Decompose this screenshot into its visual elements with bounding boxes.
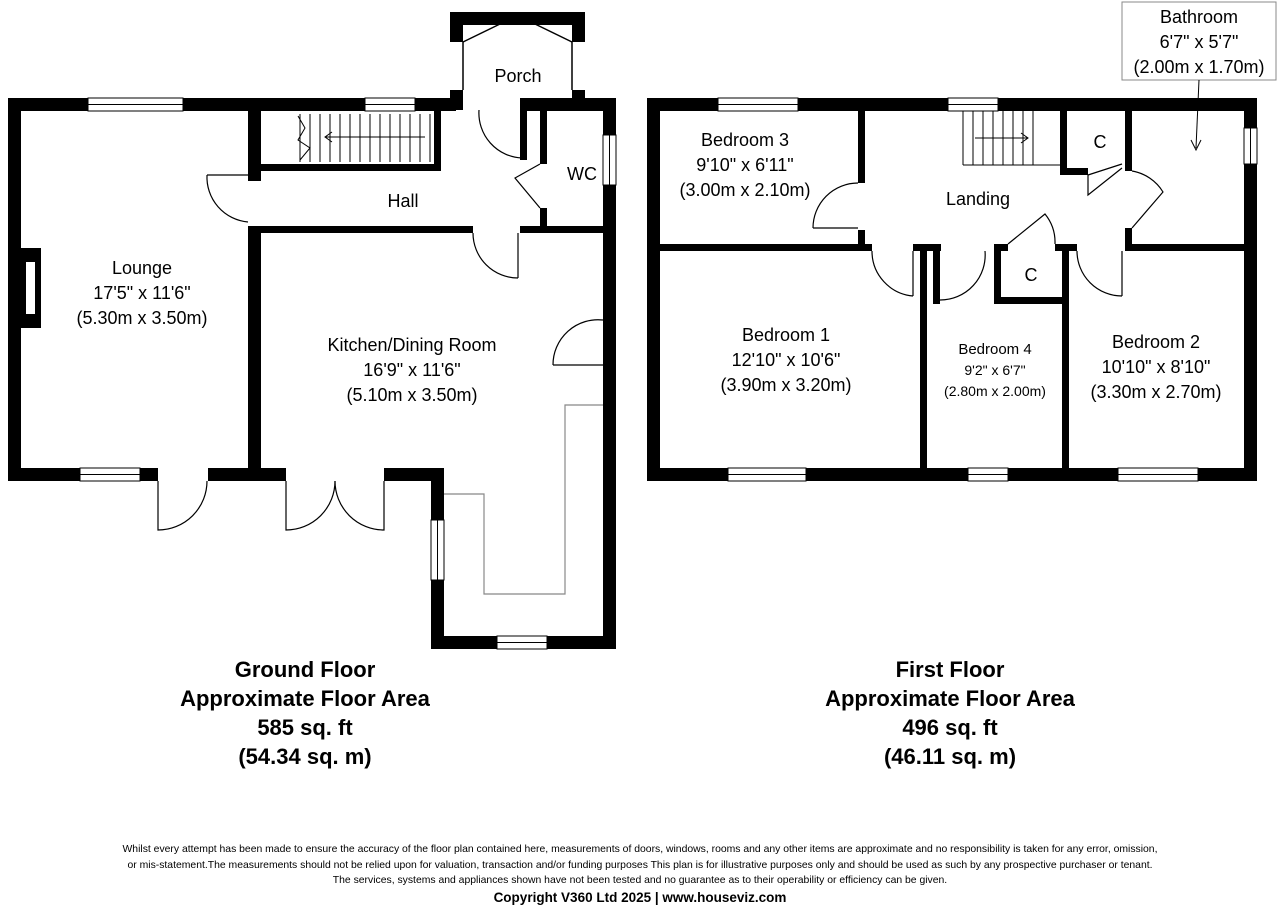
bathroom-imperial: 6'7" x 5'7" — [1159, 32, 1239, 52]
kitchen-counter — [444, 405, 603, 594]
wc-name: WC — [567, 164, 597, 184]
landing-name: Landing — [945, 189, 1011, 209]
bedroom1-metric: (3.90m x 3.20m) — [720, 375, 852, 395]
interior-wall — [434, 111, 441, 171]
interior-wall — [858, 111, 865, 183]
bedroom3-metric: (3.00m x 2.10m) — [679, 180, 811, 200]
bedroom2-metric: (3.30m x 2.70m) — [1090, 382, 1222, 402]
kitchen-imperial: 16'9" x 11'6" — [363, 360, 461, 380]
fireplace-hearth — [26, 262, 35, 314]
porch-wall — [450, 12, 463, 42]
ff-wall — [647, 98, 660, 481]
bedroom4-metric: (2.80m x 2.00m) — [944, 383, 1046, 399]
interior-wall — [1060, 168, 1088, 175]
bedroom2-name: Bedroom 2 — [1111, 332, 1201, 352]
bedroom1-imperial: 12'10" x 10'6" — [731, 350, 841, 370]
bedroom2-imperial: 10'10" x 8'10" — [1101, 357, 1211, 377]
ground-floor-summary — [95, 655, 515, 771]
porch-name: Porch — [494, 66, 542, 86]
interior-wall — [994, 244, 1001, 304]
ground-floor-plan — [8, 12, 616, 649]
bedroom3-name: Bedroom 3 — [700, 130, 790, 150]
first-floor-sqft: 496 sq. ft — [902, 715, 998, 740]
interior-wall — [660, 244, 872, 251]
staircase — [963, 111, 1060, 165]
ground-floor-title: Ground Floor — [234, 657, 376, 682]
cupboard2-name: C — [1024, 265, 1038, 285]
bathroom-callout-arrow — [1196, 80, 1199, 148]
first-floor-summary — [740, 655, 1160, 771]
gf-wall — [208, 468, 286, 481]
ground-floor-sqft: 585 sq. ft — [257, 715, 353, 740]
ground-floor-subtitle: Approximate Floor Area — [180, 686, 430, 711]
lounge-imperial: 17'5" x 11'6" — [93, 283, 191, 303]
interior-wall — [261, 226, 473, 233]
lounge-metric: (5.30m x 3.50m) — [76, 308, 208, 328]
first-floor-title: First Floor — [895, 657, 1005, 682]
interior-wall — [520, 226, 603, 233]
interior-wall — [1060, 111, 1067, 175]
first-floor-subtitle: Approximate Floor Area — [825, 686, 1075, 711]
disclaimer-line: Whilst every attempt has been made to ensure the accuracy of the floor plan contained here, measurements of doors, windows, rooms and any other items are approximate and no responsibility is taken for any error, omission, — [122, 844, 1158, 855]
copyright: Copyright V360 Ltd 2025 | www.houseviz.com — [493, 889, 787, 905]
interior-wall — [248, 111, 261, 181]
doors — [158, 110, 603, 530]
hall-name: Hall — [387, 191, 419, 211]
porch-door-leaf — [535, 24, 572, 42]
interior-wall — [1125, 244, 1244, 251]
porch-door-leaf — [463, 24, 500, 42]
porch-wall — [572, 12, 585, 42]
kitchen-name: Kitchen/Dining Room — [327, 335, 497, 355]
interior-wall — [933, 244, 940, 304]
bedroom4-name: Bedroom 4 — [958, 341, 1032, 358]
interior-wall — [520, 104, 527, 160]
interior-wall — [540, 208, 547, 233]
porch-wall — [572, 90, 585, 110]
porch-wall — [450, 90, 463, 110]
disclaimer-line: or mis-statement.The measurements should not be relied upon for valuation, transaction and/or funding purposes This plan is for illustrative purposes only and should be used as such by any prospective purchaser or tenant. — [127, 859, 1153, 871]
doors — [813, 164, 1163, 300]
kitchen-metric: (5.10m x 3.50m) — [346, 385, 478, 405]
interior-wall — [1125, 111, 1132, 171]
interior-wall — [920, 244, 927, 468]
interior-wall — [1125, 228, 1132, 251]
bathroom-name: Bathroom — [1159, 7, 1239, 27]
interior-wall — [540, 104, 547, 164]
gf-wall — [8, 98, 21, 481]
interior-wall — [994, 297, 1062, 304]
bathroom-metric: (2.00m x 1.70m) — [1133, 57, 1265, 77]
first-floor-sqm: (46.11 sq. m) — [883, 744, 1017, 769]
disclaimer — [20, 842, 1260, 905]
interior-wall — [248, 226, 261, 481]
staircase — [298, 114, 430, 162]
cupboard1-name: C — [1093, 132, 1107, 152]
interior-wall — [1062, 244, 1069, 468]
bedroom1-name: Bedroom 1 — [741, 325, 831, 345]
ground-floor-sqm: (54.34 sq. m) — [238, 744, 372, 769]
interior-wall — [1055, 244, 1077, 251]
bedroom3-imperial: 9'10" x 6'11" — [696, 155, 794, 175]
gf-wall — [520, 98, 616, 111]
lounge-name: Lounge — [111, 258, 173, 278]
porch-wall — [450, 12, 585, 25]
bedroom4-imperial: 9'2" x 6'7" — [964, 362, 1026, 378]
interior-wall — [261, 164, 441, 171]
disclaimer-line: The services, systems and appliances shown have not been tested and no guarantee as to their operability or efficiency can be given. — [332, 875, 948, 886]
